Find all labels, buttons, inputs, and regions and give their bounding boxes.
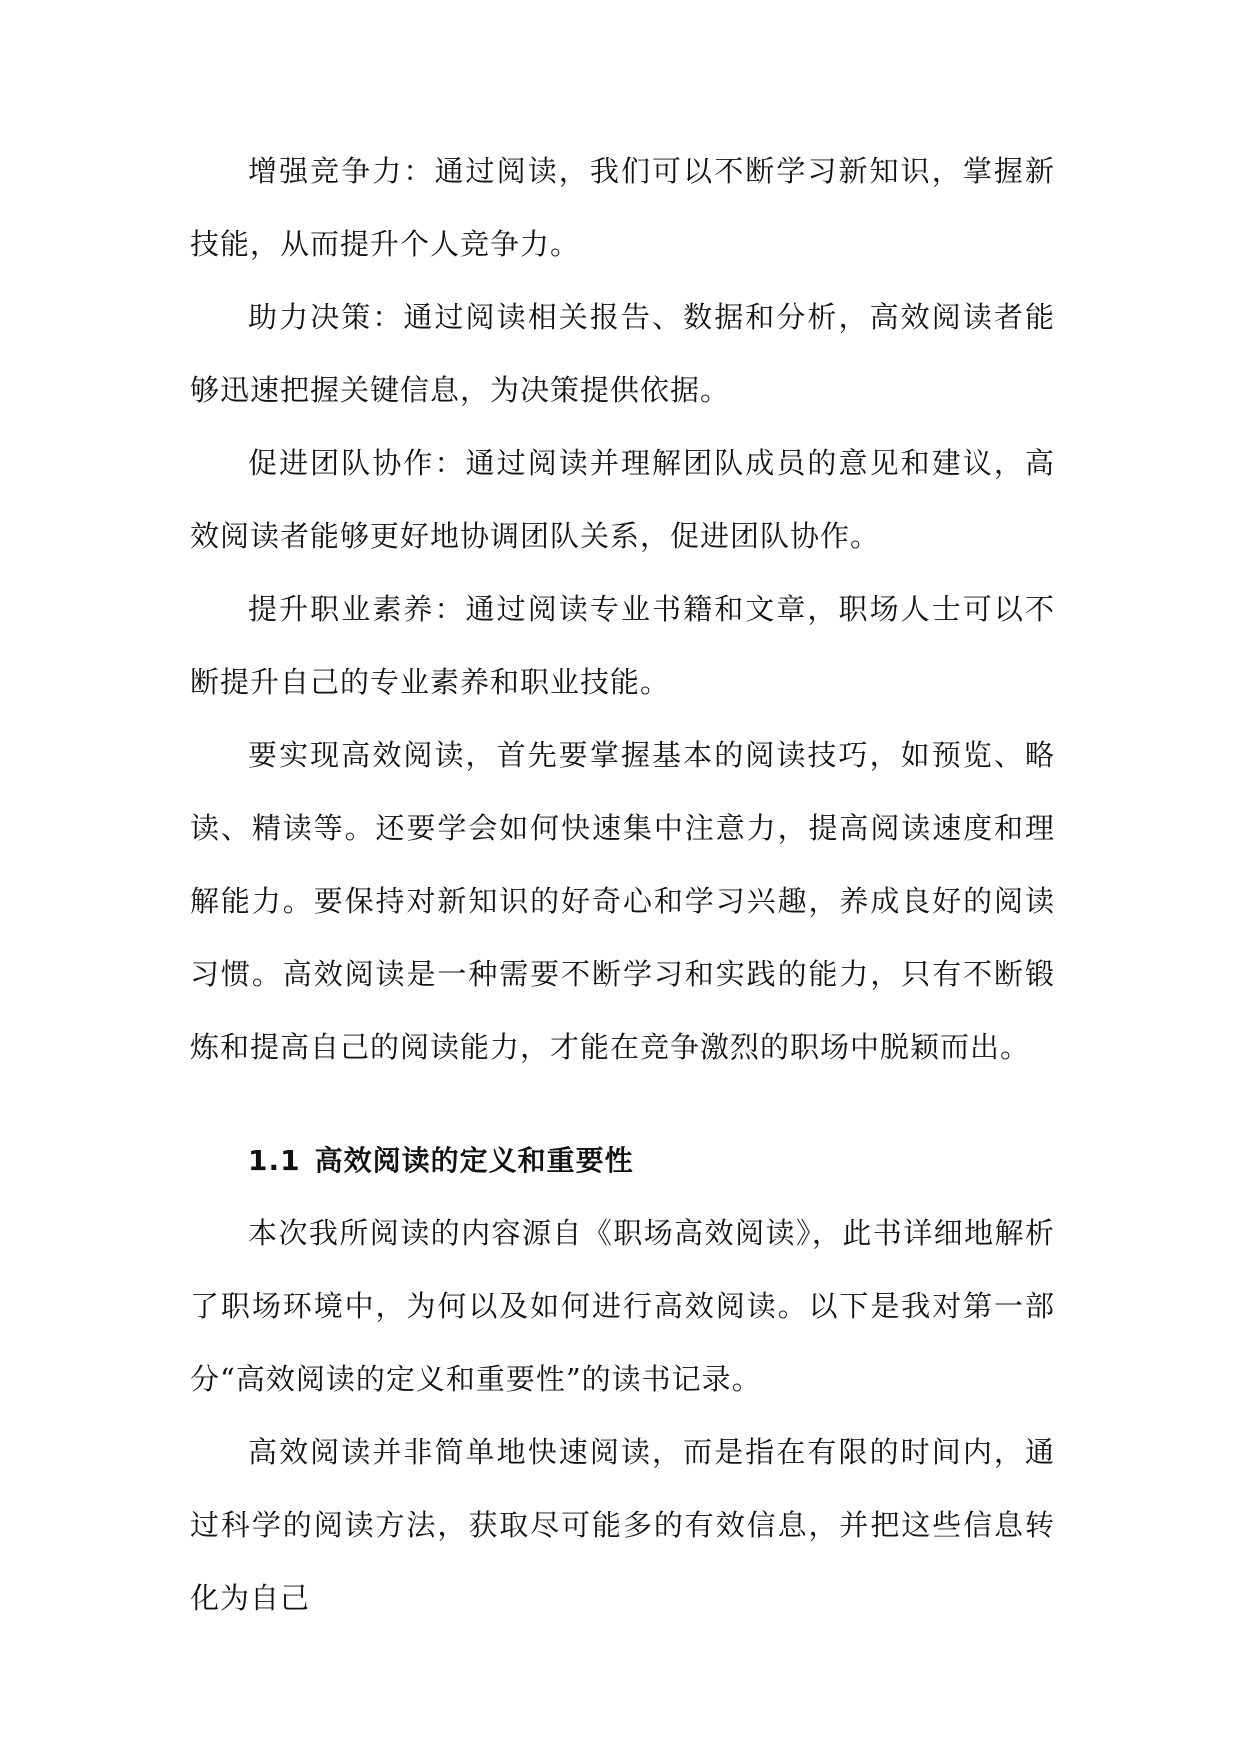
paragraph-source-book: 本次我所阅读的内容源自《职场高效阅读》，此书详细地解析了职场环境中，为何以及如何进行高效阅读。以下是我对第一部分“高效阅读的定义和重要性”的读书记录。 xyxy=(190,1216,1055,1396)
section-heading xyxy=(190,1124,1055,1197)
section-title: 高效阅读的定义和重要性 xyxy=(314,1144,634,1177)
paragraph-how-to-read-efficiently: 要实现高效阅读，首先要掌握基本的阅读技巧，如预览、略读、精读等。还要学会如何快速集中注意力，提高阅读速度和理解能力。要保持对新知识的好奇心和学习兴趣，养成良好的阅读习惯。高效阅读是一种需要不断学习和实践的能力，只有不断锻炼和提高自己的阅读能力，才能在竞争激烈的职场中脱颖而出。 xyxy=(190,738,1055,1064)
paragraph-professionalism: 提升职业素养：通过阅读专业书籍和文章，职场人士可以不断提升自己的专业素养和职业技能。 xyxy=(190,592,1055,699)
document-body xyxy=(190,135,1055,1635)
paragraph-team-collaboration: 促进团队协作：通过阅读并理解团队成员的意见和建议，高效阅读者能够更好地协调团队关系，促进团队协作。 xyxy=(190,446,1055,553)
paragraph-definition: 高效阅读并非简单地快速阅读，而是指在有限的时间内，通过科学的阅读方法，获取尽可能多的有效信息，并把这些信息转化为自己 xyxy=(190,1435,1055,1615)
section-number: 1.1 xyxy=(248,1144,301,1177)
paragraph-decision-making: 助力决策：通过阅读相关报告、数据和分析，高效阅读者能够迅速把握关键信息，为决策提供依据。 xyxy=(190,300,1055,407)
paragraph-competitiveness: 增强竞争力：通过阅读，我们可以不断学习新知识，掌握新技能，从而提升个人竞争力。 xyxy=(190,154,1055,261)
